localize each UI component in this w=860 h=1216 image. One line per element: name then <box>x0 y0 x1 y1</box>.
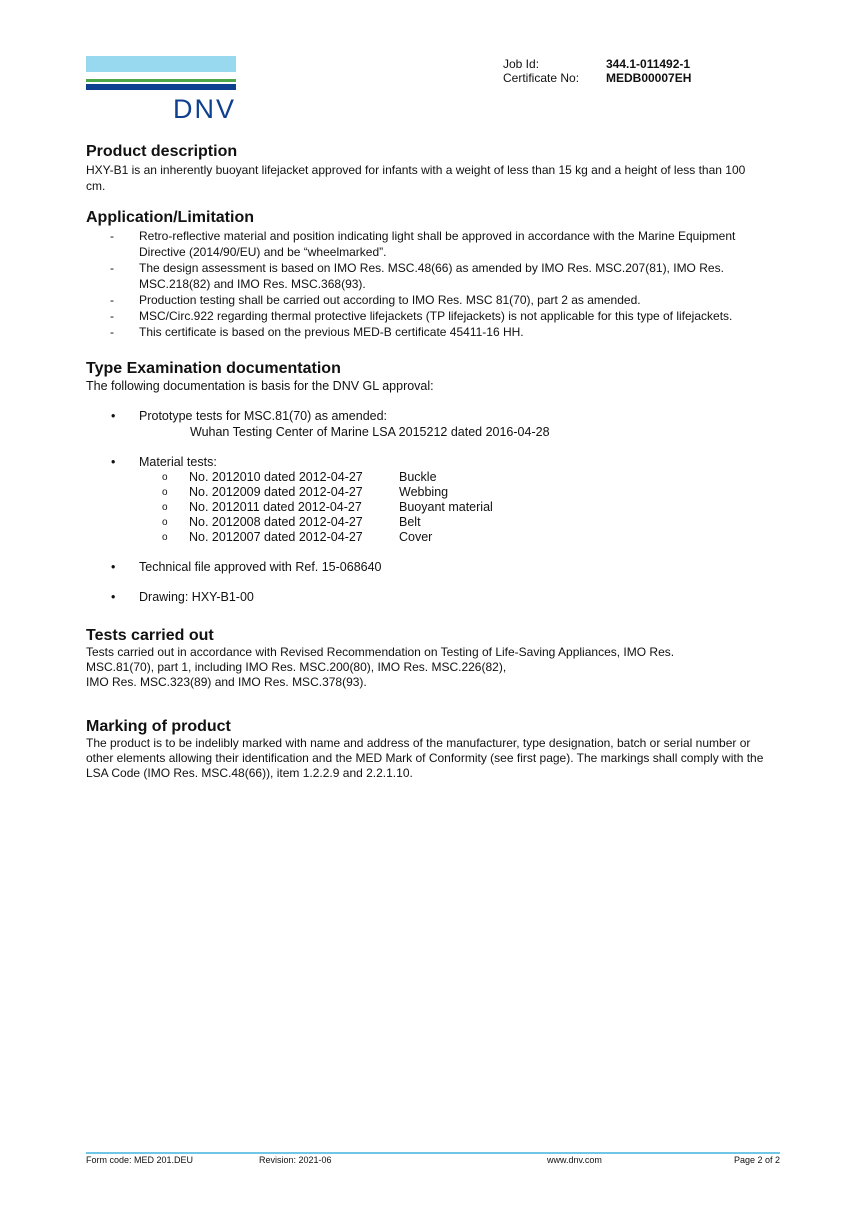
bullet-icon: • <box>111 590 116 604</box>
job-id-value: 344.1-011492-1 <box>606 57 691 71</box>
logo-bar-light <box>86 56 236 72</box>
application-item: - Production testing shall be carried out according to IMO Res. MSC 81(70), part 2 as amended. <box>86 292 766 308</box>
material-number: No. 2012008 dated 2012-04-27 <box>189 515 363 529</box>
footer-divider <box>86 1152 780 1154</box>
application-section <box>86 208 766 340</box>
application-list <box>86 228 766 340</box>
circle-bullet-icon: o <box>162 532 168 543</box>
circle-bullet-icon: o <box>162 487 168 498</box>
tests-section <box>86 627 766 690</box>
type-exam-intro: The following documentation is basis for the DNV GL approval: <box>86 379 434 393</box>
document-meta <box>503 57 691 85</box>
material-number: No. 2012007 dated 2012-04-27 <box>189 530 363 544</box>
tests-line: IMO Res. MSC.323(89) and IMO Res. MSC.378(93). <box>86 675 367 689</box>
application-item: - This certificate is based on the previous MED-B certificate 45411-16 HH. <box>86 324 766 340</box>
footer-website[interactable]: www.dnv.com <box>547 1155 602 1165</box>
dnv-logo <box>86 56 236 122</box>
bullet-icon: • <box>111 455 116 469</box>
material-row <box>86 470 766 485</box>
product-description-section <box>86 142 766 194</box>
application-item: - The design assessment is based on IMO Res. MSC.48(66) as amended by IMO Res. MSC.207(81), IMO Res. MSC.218(82) and IMO Res. MSC.368(93). <box>86 260 766 292</box>
marking-text: The product is to be indelibly marked with name and address of the manufacturer, type designation, batch or serial number or other elements allowing their identification and the MED Mark of Conformity (see first page). The markings shall comply with the LSA Code (IMO Res. MSC.48(66)), item 1.2.2.9 and 2.2.1.10. <box>86 736 764 780</box>
footer-form-code: Form code: MED 201.DEU <box>86 1155 194 1165</box>
material-item: Cover <box>399 530 433 544</box>
material-item: Buckle <box>399 470 437 484</box>
material-row <box>86 485 766 500</box>
footer-page-number: Page 2 of 2 <box>733 1155 780 1165</box>
circle-bullet-icon: o <box>162 472 168 483</box>
material-tests-label: Material tests: <box>139 455 217 469</box>
material-item: Buoyant material <box>399 500 493 514</box>
material-number: No. 2012011 dated 2012-04-27 <box>189 500 362 514</box>
application-heading: Application/Limitation <box>86 209 254 226</box>
logo-text: DNV <box>172 94 236 124</box>
logo-bar-blue <box>86 84 236 90</box>
footer-revision: Revision: 2021-06 <box>259 1155 332 1165</box>
certificate-value: MEDB00007EH <box>606 71 692 85</box>
prototype-tests-detail: Wuhan Testing Center of Marine LSA 2015212 dated 2016-04-28 <box>190 425 550 439</box>
material-tests-item <box>86 454 766 545</box>
application-item: - Retro-reflective material and position indicating light shall be approved in accordance with the Marine Equipment Directive (2014/90/EU) and be “wheelmarked”. <box>86 228 766 260</box>
material-number: No. 2012010 dated 2012-04-27 <box>189 470 363 484</box>
marking-heading: Marking of product <box>86 718 231 735</box>
certificate-label: Certificate No: <box>503 71 580 85</box>
page-footer <box>86 1155 780 1165</box>
type-exam-heading: Type Examination documentation <box>86 360 341 377</box>
application-item: - MSC/Circ.922 regarding thermal protective lifejackets (TP lifejackets) is not applicable for this type of lifejackets. <box>86 308 766 324</box>
drawing-text: Drawing: HXY-B1-00 <box>139 590 254 604</box>
tests-line: Tests carried out in accordance with Revised Recommendation on Testing of Life-Saving Appliances, IMO Res. <box>86 645 675 659</box>
technical-file-text: Technical file approved with Ref. 15-068640 <box>139 560 382 574</box>
drawing-item <box>86 589 766 605</box>
prototype-tests-label: Prototype tests for MSC.81(70) as amended: <box>139 409 388 423</box>
material-row <box>86 515 766 530</box>
circle-bullet-icon: o <box>162 517 168 528</box>
material-row <box>86 530 766 545</box>
material-number: No. 2012009 dated 2012-04-27 <box>189 485 363 499</box>
job-id-label: Job Id: <box>503 57 540 71</box>
logo-bar-green <box>86 79 236 82</box>
tests-line: MSC.81(70), part 1, including IMO Res. MSC.200(80), IMO Res. MSC.226(82), <box>86 660 507 674</box>
technical-file-item <box>86 559 766 575</box>
material-row <box>86 500 766 515</box>
product-description-text: HXY-B1 is an inherently buoyant lifejacket approved for infants with a weight of less than 15 kg and a height of less than 100 cm. <box>86 163 746 193</box>
tests-heading: Tests carried out <box>86 627 214 644</box>
bullet-icon: • <box>111 560 116 574</box>
circle-bullet-icon: o <box>162 502 168 513</box>
product-description-heading: Product description <box>86 143 238 160</box>
marking-section <box>86 718 766 781</box>
type-exam-section <box>86 360 766 605</box>
material-item: Webbing <box>399 485 449 499</box>
prototype-tests-item <box>86 408 766 440</box>
document-body <box>86 142 766 795</box>
material-item: Belt <box>399 515 421 529</box>
bullet-icon: • <box>111 409 116 423</box>
